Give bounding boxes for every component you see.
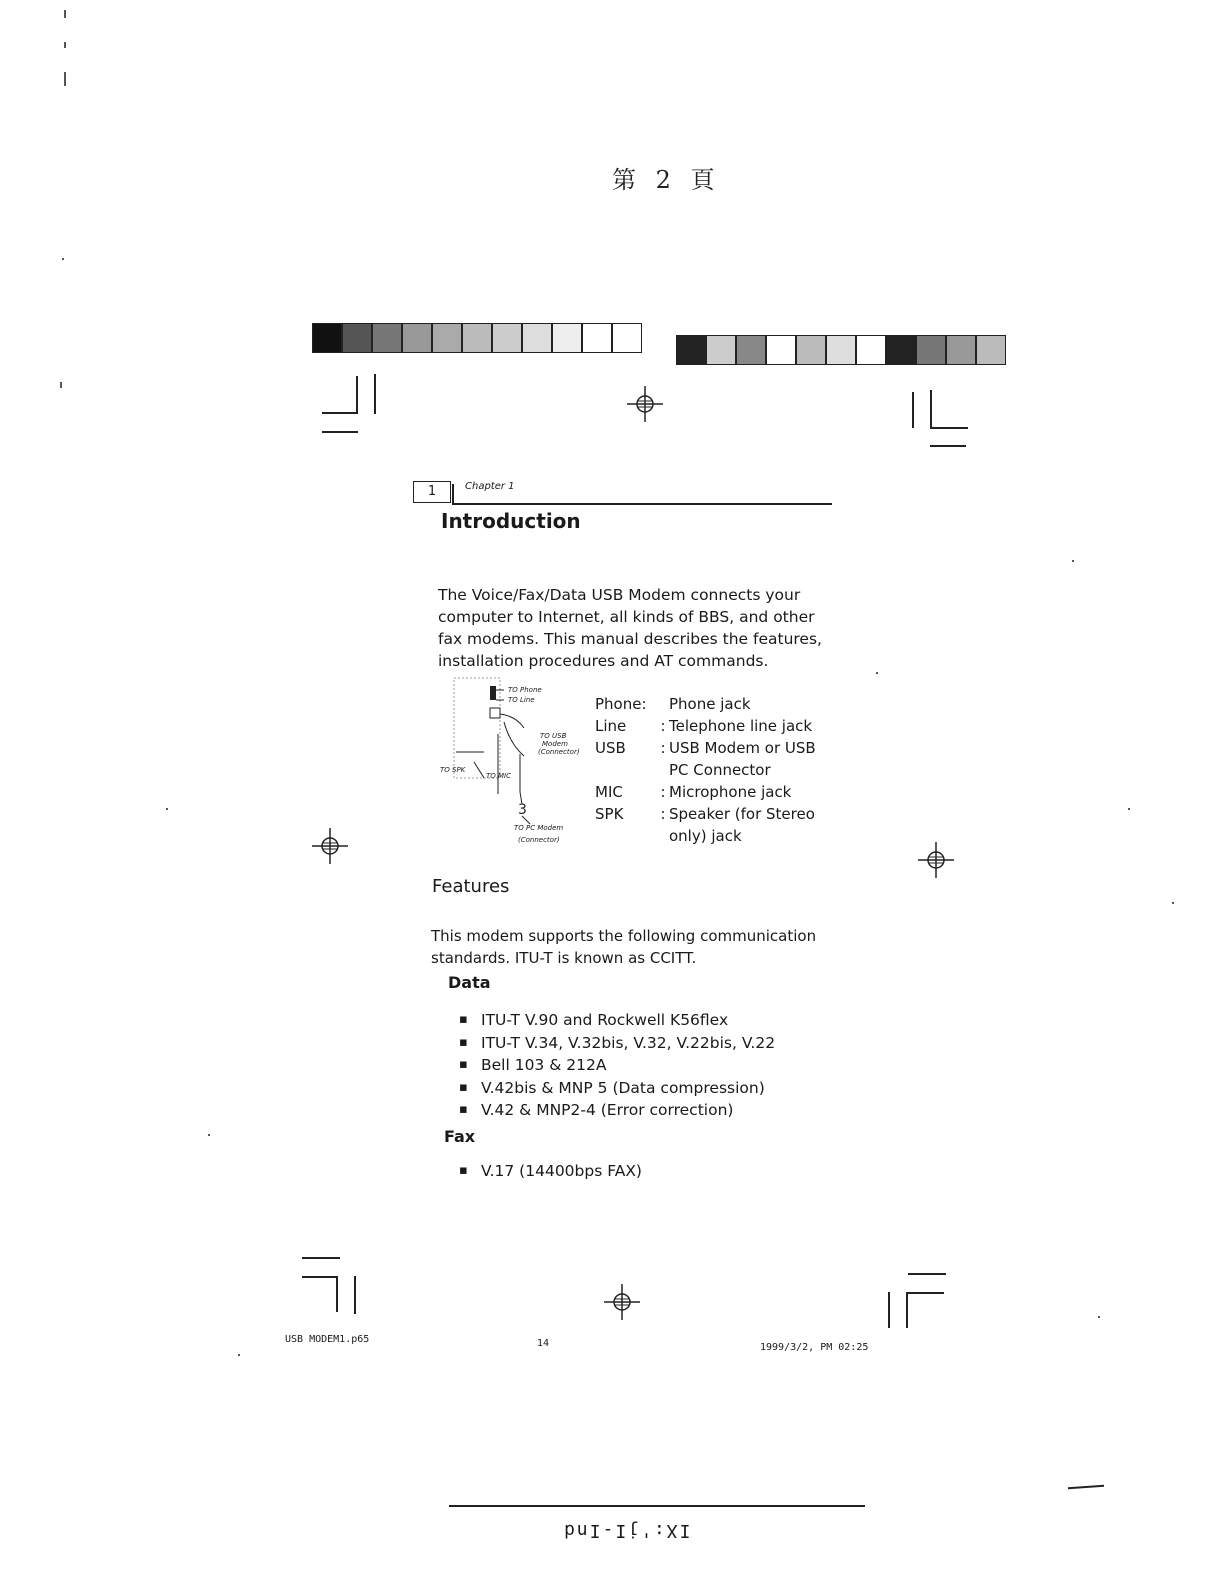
scan-speck: [1172, 902, 1174, 904]
registration-target-icon: [312, 826, 348, 866]
list-item: ▪ V.42 & MNP2-4 (Error correction): [455, 1099, 775, 1122]
legend-desc: Phone jack: [669, 695, 751, 713]
diagram-label-to-spk: TO SPK: [440, 766, 466, 774]
crop-mark: [908, 1292, 944, 1294]
legend-row: [595, 737, 839, 759]
crop-mark: [912, 392, 914, 428]
legend-term: MIC: [595, 783, 623, 801]
chapter-number: 1: [413, 481, 451, 503]
diagram-label-to-usb: TO USB: [540, 732, 567, 740]
legend-term: SPK: [595, 805, 624, 823]
scan-speck: [166, 808, 168, 810]
page-stamp: 第 2 頁: [612, 166, 721, 194]
crop-mark: [322, 431, 358, 433]
crop-mark: [302, 1257, 340, 1259]
fax-heading: Fax: [444, 1127, 476, 1146]
crop-mark: [336, 1276, 338, 1312]
legend-desc: Microphone jack: [669, 783, 792, 801]
svg-text:3: 3: [518, 802, 527, 818]
scan-speck: [60, 382, 62, 388]
crop-mark: [930, 390, 932, 428]
chapter-label: Chapter 1: [465, 481, 515, 492]
scan-speck: [1098, 1316, 1100, 1318]
legend-desc: only) jack: [669, 827, 742, 845]
diagram-label-to-line: TO Line: [508, 696, 535, 704]
list-item: ▪ ITU-T V.90 and Rockwell K56flex: [455, 1009, 775, 1032]
legend-row: [595, 693, 839, 715]
scan-speck: [876, 672, 878, 674]
scan-speck: [62, 258, 64, 260]
legend-term: Line: [595, 717, 627, 735]
legend-colon: [657, 759, 669, 781]
legend-row: [595, 803, 839, 825]
registration-target-icon: [918, 840, 954, 880]
crop-mark: [930, 445, 966, 447]
legend-desc: Speaker (for Stereo: [669, 805, 815, 823]
diagram-label-modem: Modem: [542, 740, 568, 748]
legend-term: USB: [595, 739, 626, 757]
crop-mark: [908, 1273, 946, 1275]
registration-target-icon: [604, 1282, 640, 1322]
legend-term: Phone:: [595, 695, 647, 713]
chapter-rule-tick: [452, 484, 454, 504]
list-item: ▪ Bell 103 & 212A: [455, 1054, 775, 1077]
legend-colon: :: [660, 783, 666, 801]
fax-header-rule: [449, 1505, 865, 1507]
scan-speck: [1072, 560, 1074, 562]
legend-desc: Telephone line jack: [669, 717, 813, 735]
legend-term: [595, 825, 657, 847]
diagram-label-to-pc-modem: TO PC Modem: [514, 824, 564, 832]
crop-mark: [888, 1292, 890, 1328]
diagram-label-to-mic: TO MIC: [486, 772, 512, 780]
registration-target-icon: [627, 384, 663, 424]
legend-term: [595, 759, 657, 781]
legend-colon: :: [660, 805, 666, 823]
footer-timestamp: 1999/3/2, PM 02:25: [760, 1342, 869, 1353]
scan-speck: [1128, 808, 1130, 810]
crop-mark: [354, 1276, 356, 1314]
crop-mark: [906, 1292, 908, 1328]
scan-speck: [208, 1134, 210, 1136]
crop-mark: [374, 374, 376, 414]
list-item: ▪ V.42bis & MNP 5 (Data compression): [455, 1077, 775, 1100]
diagram-label-to-phone: TO Phone: [508, 686, 542, 694]
color-registration-bar-left: [312, 323, 642, 353]
scan-speck: [238, 1354, 240, 1356]
color-registration-bar-right: [676, 335, 1006, 365]
data-heading: Data: [448, 973, 491, 992]
scan-mark: [1068, 1485, 1104, 1490]
list-item: ▪ V.17 (14400bps FAX): [455, 1160, 642, 1183]
fax-standards-list: [455, 1160, 642, 1183]
legend-colon: [657, 693, 669, 715]
fax-header-text: IX:'jI-Ind: [562, 1520, 691, 1541]
features-paragraph: This modem supports the following communication standards. ITU-T is known as CCITT.: [431, 927, 817, 967]
crop-mark: [930, 427, 968, 429]
footer-filename: USB MODEM1.p65: [285, 1334, 370, 1345]
legend-row: [595, 715, 839, 737]
page-title: Introduction: [441, 509, 581, 533]
modem-connector-diagram: [434, 674, 594, 854]
legend-row: [595, 781, 839, 803]
legend-colon: [657, 825, 669, 847]
list-item: ▪ ITU-T V.34, V.32bis, V.32, V.22bis, V.22: [455, 1032, 775, 1055]
data-standards-list: [455, 1009, 775, 1122]
scan-speck: [64, 42, 66, 48]
connector-legend: [595, 693, 839, 847]
legend-colon: :: [660, 739, 666, 757]
features-heading: Features: [432, 876, 510, 897]
crop-mark: [302, 1276, 338, 1278]
legend-colon: :: [660, 717, 666, 735]
legend-row: [595, 759, 839, 781]
scan-speck: [64, 72, 66, 86]
crop-mark: [356, 376, 358, 414]
legend-desc: USB Modem or USB: [669, 739, 816, 757]
crop-mark: [322, 412, 358, 414]
legend-row: [595, 825, 839, 847]
scan-speck: [64, 10, 66, 18]
footer-page-number: 14: [537, 1338, 550, 1349]
diagram-label-pc-connector: (Connector): [518, 836, 560, 844]
chapter-rule: [452, 503, 832, 505]
legend-desc: PC Connector: [669, 761, 771, 779]
diagram-label-connector: (Connector): [538, 748, 580, 756]
intro-paragraph: The Voice/Fax/Data USB Modem connects your computer to Internet, all kinds of BBS, and other fax modems. This manual describes the features, installation procedures and AT commands.: [438, 586, 822, 670]
